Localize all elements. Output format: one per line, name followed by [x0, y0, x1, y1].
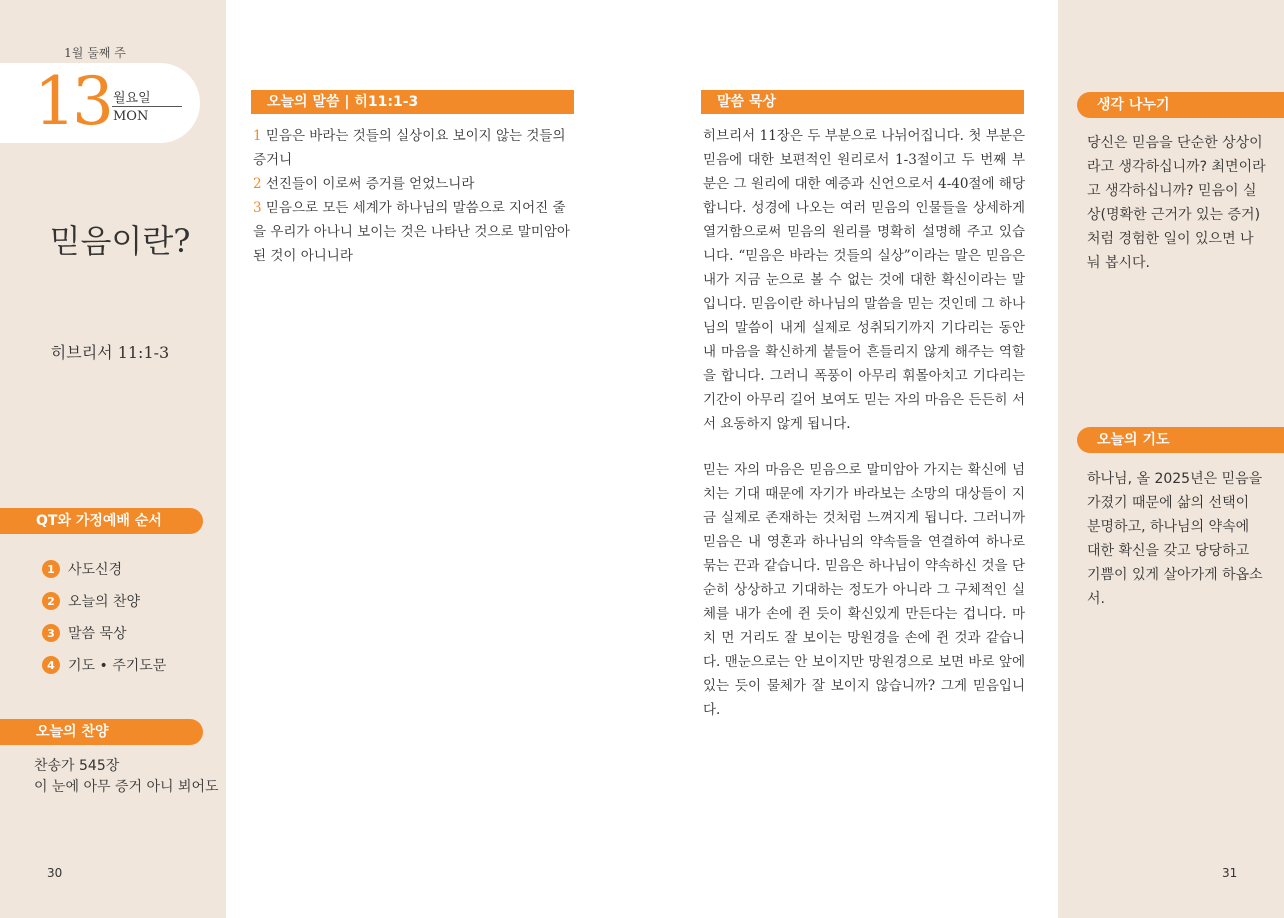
order-label: 기도 • 주기도문 [68, 658, 167, 674]
verse-number: 2 [253, 176, 262, 192]
page-number-right: 31 [1222, 866, 1238, 880]
verse [253, 128, 566, 168]
order-number-badge: 2 [42, 592, 60, 610]
order-item [42, 649, 166, 681]
verse-number: 1 [253, 128, 262, 144]
meditation-paragraph: 믿는 자의 마음은 믿음으로 말미암아 가지는 확신에 넘치는 기대 때문에 자기가 바라보는 소망의 대상들이 지금 실제로 존재하는 것처럼 느껴지게 됩니다. 그러니까 믿음은 내 영혼과 하나님의 약속들을 연결하여 하나로 묶는 끈과 같습니다. 믿음은 하나님이 약속하신 것을 단순히 상상하고 기대하는 정도가 아니라 그 구체적인 실체를 내가 손에 쥔 듯이 확신있게 만든다는 겁니다. 마치 먼 거리도 잘 보이는 망원경을 손에 쥔 것과 같습니다. 맨눈으로는 안 보이지만 망원경으로 보면 바로 앞에 있는 듯이 물체가 잘 보이지 않습니까? 그게 믿음입니다. [703, 462, 1025, 718]
scripture-reference: 히브리서 11:1-3 [50, 343, 170, 362]
hymn-text [34, 756, 219, 798]
todays-prayer-heading: 오늘의 기도 [1077, 427, 1284, 453]
verse-number: 3 [253, 200, 262, 216]
todays-prayer-text: 하나님, 올 2025년은 믿음을 가졌기 때문에 삶의 선택이 분명하고, 하나님의 약속에 대한 확신을 갖고 당당하고 기쁨이 있게 살아가게 하옵소서. [1087, 471, 1263, 607]
qt-order-heading: QT와 가정예배 순서 [0, 508, 203, 534]
verse-text: 선진들이 이로써 증거를 얻었느니라 [261, 176, 475, 192]
order-label: 오늘의 찬양 [68, 594, 141, 610]
order-item [42, 617, 166, 649]
order-label: 말씀 묵상 [68, 626, 127, 642]
day-english: MON [113, 109, 149, 124]
day-number: 13 [34, 63, 110, 140]
share-thoughts-text: 당신은 믿음을 단순한 상상이라고 생각하십니까? 최면이라고 생각하십니까? 믿음이 실상(명확한 근거가 있는 증거)처럼 경험한 일이 있으면 나눠 봅시다. [1087, 135, 1266, 271]
hymn-number: 찬송가 545장 [34, 758, 120, 774]
verse-text: 믿음으로 모든 세계가 하나님의 말씀으로 지어진 줄을 우리가 아나니 보이는 것은 나타난 것으로 말미암아 된 것이 아니니라 [253, 200, 570, 264]
order-number-badge: 1 [42, 560, 60, 578]
page-title: 믿음이란? [49, 222, 191, 260]
hymn-title: 이 눈에 아무 증거 아니 뵈어도 [34, 779, 219, 795]
day-korean: 월요일 [113, 91, 151, 106]
order-item [42, 585, 166, 617]
share-thoughts-heading: 생각 나누기 [1077, 92, 1284, 118]
order-label: 사도신경 [68, 562, 123, 578]
verse [253, 200, 570, 264]
verse [253, 176, 474, 192]
qt-order-list [42, 553, 166, 681]
hymn-heading: 오늘의 찬양 [0, 719, 203, 745]
order-number-badge: 4 [42, 656, 60, 674]
week-label: 1월 둘째 주 [64, 46, 126, 60]
meditation-body [703, 124, 1025, 744]
meditation-heading: 말씀 묵상 [701, 90, 1024, 114]
page-number-left: 30 [47, 866, 63, 880]
meditation-paragraph: 히브리서 11장은 두 부분으로 나뉘어집니다. 첫 부분은 믿음에 대한 보편적인 원리로서 1-3절이고 두 번째 부분은 그 원리에 대한 예증과 신언으로서 4-40절에 해당합니다. 성경에 나오는 여러 믿음의 인물들을 상세하게 열거함으로써 믿음의 원리를 명확히 설명해 주고 있습니다. “믿음은 바라는 것들의 실상”이라는 말은 믿음은 내가 지금 눈으로 볼 수 없는 것에 대한 확신이라는 말입니다. 믿음이란 하나님의 말씀을 믿는 것인데 그 하나님의 말씀이 내게 실제로 성취되기까지 기다리는 동안 내 마음을 확신하게 붙들어 흔들리지 않게 해주는 역할을 합니다. 그러니 폭풍이 아무리 휘몰아치고 기다리는 기간이 아무리 길어 보여도 믿는 자의 마음은 든든히 서서 요동하지 않게 됩니다. [703, 128, 1025, 432]
verse-list [253, 124, 577, 268]
order-item [42, 553, 166, 585]
order-number-badge: 3 [42, 624, 60, 642]
todays-word-heading: 오늘의 말씀 | 히11:1-3 [251, 90, 574, 114]
verse-text: 믿음은 바라는 것들의 실상이요 보이지 않는 것들의 증거니 [253, 128, 566, 168]
day-divider [112, 106, 182, 107]
